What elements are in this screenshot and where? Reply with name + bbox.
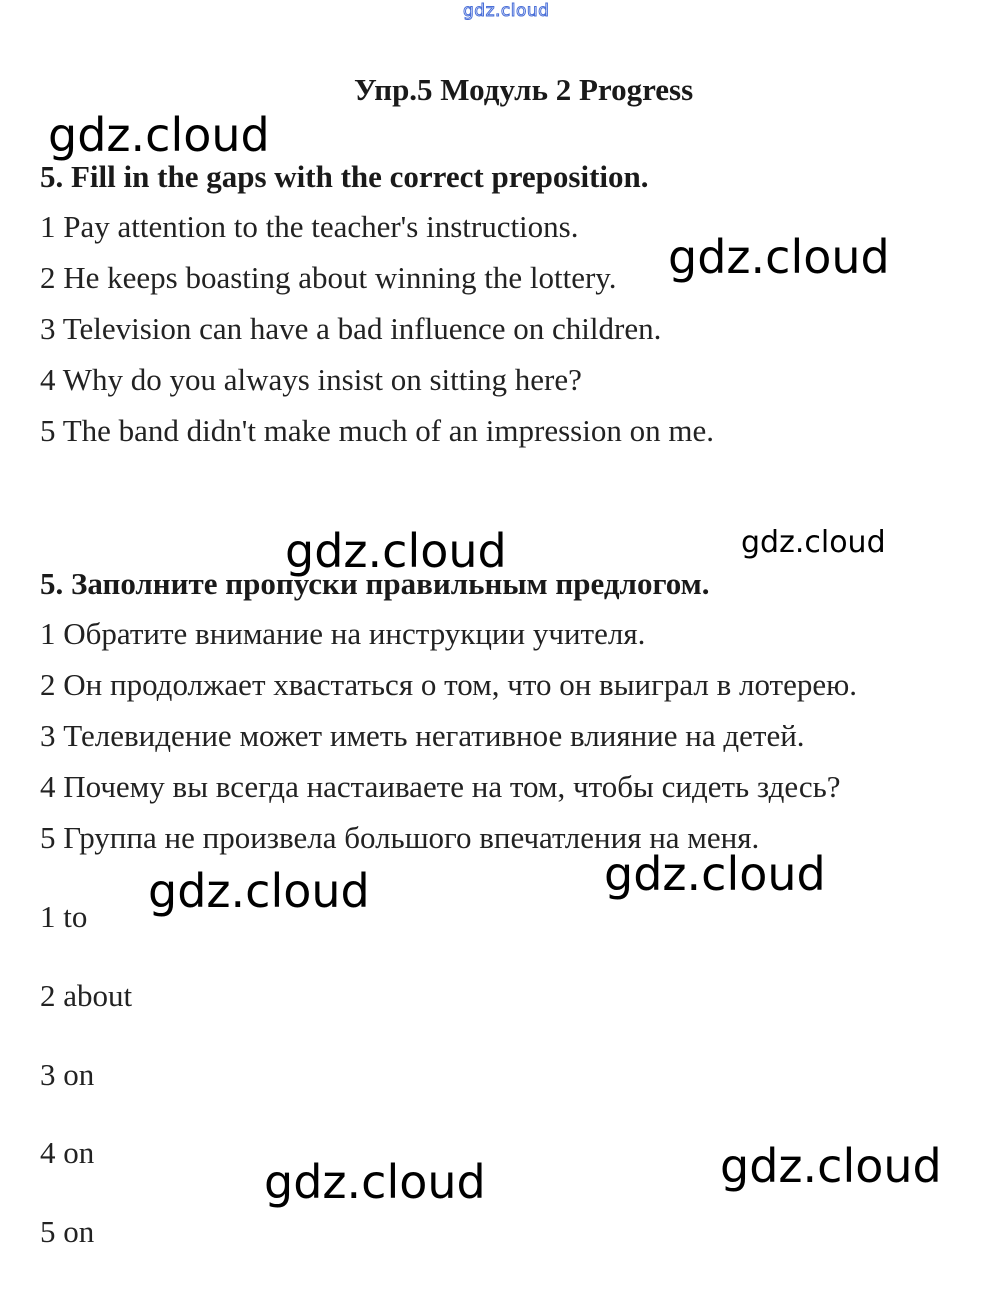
russian-line-4: 4 Почему вы всегда настаиваете на том, чтобы сидеть здесь?	[40, 769, 841, 804]
russian-line-1: 1 Обратите внимание на инструкции учителя.	[40, 616, 646, 651]
russian-line-3: 3 Телевидение может иметь негативное влияние на детей.	[40, 718, 805, 753]
answer-4: 4 on	[40, 1135, 95, 1170]
watermark: gdz.cloud	[48, 108, 270, 162]
english-line-3: 3 Television can have a bad influence on children.	[40, 311, 662, 346]
russian-line-2: 2 Он продолжает хвастаться о том, что он выиграл в лотерею.	[40, 667, 858, 702]
answer-3: 3 on	[40, 1057, 95, 1092]
watermark: gdz.cloud	[741, 525, 886, 560]
top-watermark: gdz.cloud	[463, 1, 550, 21]
english-line-1: 1 Pay attention to the teacher's instructions.	[40, 209, 579, 244]
english-line-4: 4 Why do you always insist on sitting here?	[40, 362, 582, 397]
answer-5: 5 on	[40, 1214, 95, 1249]
english-line-2: 2 He keeps boasting about winning the lottery.	[40, 260, 617, 295]
russian-line-5: 5 Группа не произвела большого впечатления на меня.	[40, 820, 760, 855]
english-heading: 5. Fill in the gaps with the correct preposition.	[40, 159, 649, 194]
watermark: gdz.cloud	[668, 230, 890, 284]
watermark: gdz.cloud	[604, 847, 826, 901]
watermark: gdz.cloud	[264, 1155, 486, 1209]
watermark: gdz.cloud	[148, 864, 370, 918]
answer-1: 1 to	[40, 899, 88, 934]
page-title: Упр.5 Модуль 2 Progress	[354, 72, 694, 107]
russian-heading: 5. Заполните пропуски правильным предлогом.	[40, 566, 710, 601]
watermark: gdz.cloud	[720, 1139, 942, 1193]
watermark: gdz.cloud	[285, 524, 507, 578]
answer-2: 2 about	[40, 978, 133, 1013]
english-line-5: 5 The band didn't make much of an impression on me.	[40, 413, 714, 448]
